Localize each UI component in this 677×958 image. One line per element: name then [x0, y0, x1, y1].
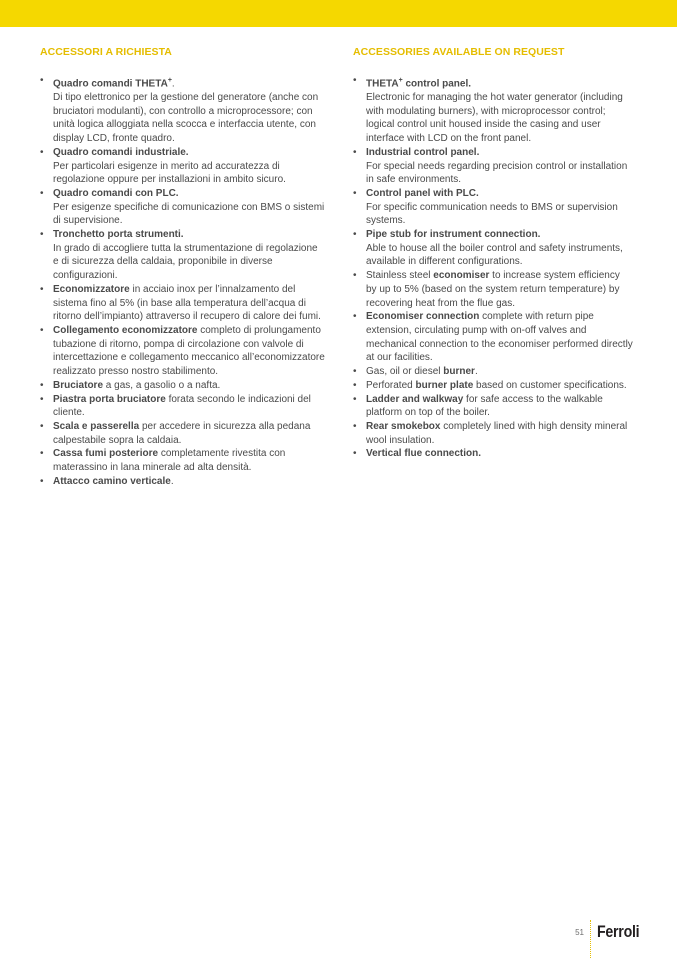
list-item	[353, 187, 633, 228]
item-description: Able to house all the boiler control and safety instruments, available in different configurations.	[366, 242, 623, 268]
item-keyword: Economiser connection	[366, 311, 480, 323]
item-text-pre: Perforated	[366, 379, 416, 391]
footer-divider	[590, 920, 591, 958]
bullet-icon: •	[353, 420, 357, 432]
bullet-icon: •	[40, 379, 44, 391]
list-item	[353, 447, 633, 461]
list-item	[40, 146, 325, 187]
bullet-icon: •	[353, 393, 357, 405]
item-description: Electronic for managing the hot water generator (including with modulating burners), with microprocessor control; logical control unit housed inside the casing and user interface with LCD on the front panel.	[366, 92, 623, 145]
bullet-icon: •	[353, 270, 357, 282]
item-title	[53, 74, 325, 91]
bullet-icon: •	[353, 229, 357, 241]
item-description: Per esigenze specifiche di comunicazione con BMS o sistemi di supervisione.	[53, 201, 325, 227]
ferroli-logo: Ferroli	[597, 923, 640, 941]
item-title	[53, 228, 325, 242]
bullet-icon: •	[40, 146, 44, 158]
item-title	[53, 146, 325, 160]
english-accessory-list	[353, 74, 633, 461]
item-text-pre: Stainless steel	[366, 270, 434, 282]
item-description: For specific communication needs to BMS or supervision systems.	[366, 201, 618, 227]
list-item	[40, 283, 325, 324]
list-item	[353, 365, 633, 379]
bullet-icon: •	[40, 475, 44, 487]
item-keyword: Bruciatore	[53, 379, 104, 391]
item-text-post: a gas, a gasolio o a nafta.	[103, 379, 221, 391]
list-item	[40, 228, 325, 283]
item-description: For special needs regarding precision control or installation in safe environments.	[366, 160, 628, 186]
english-heading: ACCESSORIES AVAILABLE ON REQUEST	[353, 46, 565, 58]
list-item	[353, 74, 633, 146]
english-column	[353, 46, 633, 461]
item-keyword: Piastra porta bruciatore	[53, 393, 166, 405]
bullet-icon: •	[353, 75, 357, 86]
italian-column	[40, 46, 325, 488]
bullet-icon: •	[353, 187, 357, 199]
bullet-icon: •	[40, 448, 44, 460]
item-text-post: to increase system efficiency by up to 5% (based on the system return temperature) by recovering heat from the flue gas.	[366, 270, 620, 309]
list-item	[40, 187, 325, 228]
item-keyword: burner plate	[415, 379, 474, 391]
bullet-icon: •	[40, 324, 44, 336]
item-title	[366, 187, 633, 201]
item-title-text: Quadro comandi industriale.	[53, 146, 189, 158]
item-keyword: Attacco camino verticale	[53, 475, 171, 487]
list-item	[353, 228, 633, 269]
item-title-text: Industrial control panel.	[366, 146, 480, 158]
bullet-icon: •	[40, 187, 44, 199]
list-item	[40, 420, 325, 447]
list-item	[40, 447, 325, 474]
item-text-post: .	[474, 366, 478, 378]
list-item	[40, 324, 325, 379]
item-text-post: completely lined with high density mineral wool insulation.	[366, 420, 628, 446]
bullet-icon: •	[353, 311, 357, 323]
list-item	[353, 393, 633, 420]
list-item	[40, 74, 325, 146]
list-item	[353, 310, 633, 365]
title-superscript: +	[167, 77, 172, 84]
item-description: Per particolari esigenze in merito ad accuratezza di regolazione oppure per installazioni in ambito sicuro.	[53, 160, 286, 186]
bullet-icon: •	[353, 379, 357, 391]
item-title-text: Quadro comandi con PLC.	[53, 187, 179, 199]
item-title-text: Pipe stub for instrument connection.	[366, 229, 541, 241]
item-title	[366, 74, 633, 91]
item-text-pre: Gas, oil or diesel	[366, 366, 444, 378]
bullet-icon: •	[40, 420, 44, 432]
italian-accessory-list	[40, 74, 325, 488]
item-title	[366, 228, 633, 242]
item-title-text: THETA	[366, 78, 399, 90]
bullet-icon: •	[40, 229, 44, 241]
item-text-post: complete with return pipe extension, circulating pump with on-off valves and mechanical connection to the economiser performed directly at our facilities.	[366, 311, 633, 364]
bullet-icon: •	[353, 146, 357, 158]
item-text-post: .	[170, 475, 174, 487]
italian-heading: ACCESSORI A RICHIESTA	[40, 46, 172, 58]
list-item	[353, 269, 633, 310]
list-item	[353, 146, 633, 187]
item-text-post: for safe access to the walkable platform on top of the boiler.	[366, 393, 603, 419]
list-item	[353, 379, 633, 393]
item-text-post: forata secondo le indicazioni del cliente.	[53, 393, 311, 419]
item-title-text: Tronchetto porta strumenti.	[53, 229, 184, 241]
item-text-post: based on customer specifications.	[473, 379, 627, 391]
bullet-icon: •	[40, 75, 44, 86]
item-title-suffix: .	[171, 78, 175, 90]
item-keyword: Ladder and walkway	[366, 393, 464, 405]
item-title	[366, 146, 633, 160]
item-keyword: Rear smokebox	[366, 420, 441, 432]
item-description: In grado di accogliere tutta la strumentazione di regolazione e di sicurezza della caldaia, proponibile in diverse configurazioni.	[53, 242, 318, 282]
item-keyword: Cassa fumi posteriore	[53, 448, 159, 460]
item-text-post: completamente rivestita con materassino in lana minerale ad alta densità.	[53, 448, 286, 474]
list-item	[40, 393, 325, 420]
bullet-icon: •	[353, 366, 357, 378]
item-title-text: Quadro comandi THETA	[53, 78, 168, 90]
bullet-icon: •	[40, 283, 44, 295]
item-title-suffix: control panel.	[402, 78, 472, 90]
item-keyword: burner	[443, 366, 475, 378]
item-text-post: in acciaio inox per l’innalzamento del sistema fino al 5% (in base alla temperatura dell’acqua di ritorno dell’impianto) attraverso il recupero di calore dei fumi.	[53, 283, 321, 323]
item-text-post: completo di prolungamento tubazione di ritorno, pompa di circolazione con valvole di intercettazione e collegamento meccanico all’economizzatore realizzato presso nostro stabilimento.	[53, 324, 325, 378]
item-title-text: Control panel with PLC.	[366, 187, 479, 199]
bullet-icon: •	[353, 448, 357, 460]
list-item	[353, 420, 633, 447]
bullet-icon: •	[40, 393, 44, 405]
item-keyword: Collegamento economizzatore	[53, 324, 198, 336]
item-keyword: Scala e passerella	[53, 420, 140, 432]
list-item	[40, 475, 325, 489]
item-title	[53, 187, 325, 201]
title-superscript: +	[398, 77, 403, 84]
item-keyword: Economizzatore	[53, 283, 130, 295]
item-text-post: per accedere in sicurezza alla pedana calpestabile sopra la caldaia.	[53, 420, 311, 446]
item-keyword: economiser	[433, 270, 490, 282]
item-description: Di tipo elettronico per la gestione del generatore (anche con bruciatori modulanti), con controllo a microprocessore; con unità logica alloggiata nella scocca e interfaccia utente, con display LCD, fronte quadro.	[53, 92, 319, 145]
list-item	[40, 379, 325, 393]
page-number: 51	[575, 928, 584, 937]
top-color-band	[0, 0, 677, 27]
item-keyword: Vertical flue connection.	[366, 448, 482, 460]
